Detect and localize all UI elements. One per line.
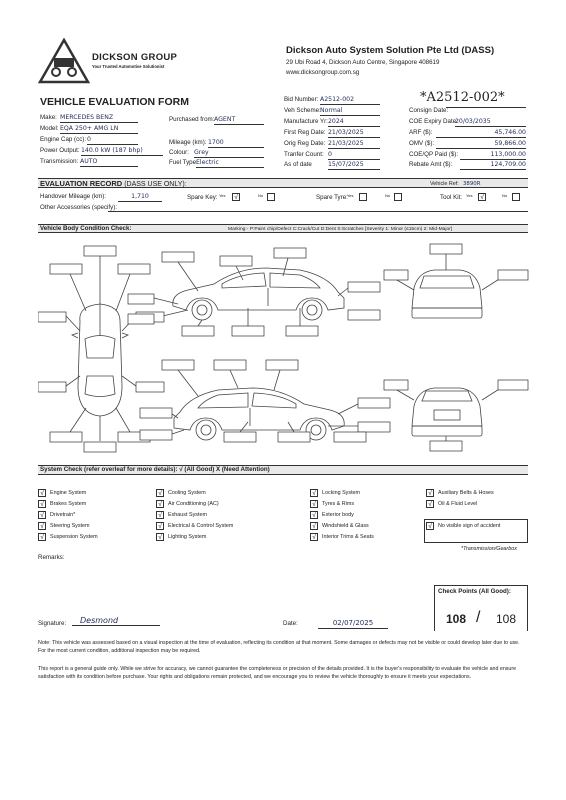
tool-kit-no-checkbox[interactable]	[512, 193, 520, 201]
omv-value: 59,866.00	[436, 140, 526, 149]
system-check-title: System Check (refer overleaf for more details): √ (All Good) X (Need Attention)	[40, 466, 270, 473]
check-exterior-box[interactable]: √	[310, 511, 318, 519]
accessories-line	[108, 211, 528, 212]
engine-value: 0	[87, 136, 138, 145]
coe-expiry-value: 20/03/2035	[455, 118, 526, 127]
check-interior-trims[interactable]	[310, 532, 374, 542]
mileage-label: Mileage (km):	[169, 139, 207, 146]
purchased-value: AGENT	[214, 116, 264, 125]
manufacture-label: Manufacture Yr:	[284, 118, 328, 125]
form-title: VEHICLE EVALUATION FORM	[40, 96, 189, 108]
arf-value: 45,746.00	[436, 129, 526, 138]
bid-stamp: *A2512-002*	[420, 90, 505, 105]
check-drivetrain-label: Drivetrain*	[50, 511, 76, 518]
check-no-accident-label: No visible sign of accident	[438, 522, 501, 529]
make-value: MERCEDES BENZ	[60, 114, 138, 123]
vehicle-ref-value: 3890R	[463, 181, 481, 187]
logo-name: DICKSON GROUP	[92, 52, 178, 63]
check-electrical-system[interactable]	[156, 521, 233, 531]
make-label: Make:	[40, 114, 57, 121]
check-locking-label: Locking System	[322, 489, 361, 496]
check-lighting-system[interactable]	[156, 532, 206, 542]
coeqp-value: 113,000.00	[460, 151, 526, 160]
fuel-value: Electric	[196, 159, 264, 168]
power-value: 140.0 kW (187 bhp)	[81, 147, 163, 156]
check-exhaust-box[interactable]: √	[156, 511, 164, 519]
check-steering-box[interactable]: √	[38, 522, 46, 530]
check-belts-label: Auxiliary Belts & Hoses	[438, 489, 494, 496]
date-label: Date:	[283, 620, 298, 627]
signature-value: Desmond	[72, 616, 160, 626]
remarks-area[interactable]	[38, 556, 418, 606]
check-tyres-label: Tyres & Rims	[322, 500, 355, 507]
first-reg-label: First Reg Date:	[284, 129, 326, 136]
check-electrical-label: Electrical & Control System	[168, 522, 234, 529]
check-brakes-system[interactable]	[38, 499, 86, 509]
check-windshield-glass[interactable]	[310, 521, 369, 531]
spare-tyre-no-label: No	[385, 193, 391, 198]
company-address: 29 Ubi Road 4, Dickson Auto Centre, Singapore 408619	[286, 59, 440, 66]
tool-kit-no-label: No	[502, 193, 508, 198]
car-rear-view	[412, 270, 482, 318]
rebate-value: 124,709.00	[460, 161, 526, 170]
check-locking-system[interactable]	[310, 488, 360, 498]
check-drivetrain[interactable]	[38, 510, 75, 520]
spare-tyre-yes-checkbox[interactable]	[359, 193, 367, 201]
check-windshield-label: Windshield & Glass	[322, 522, 369, 529]
logo-tagline: Your Trusted Automotive Solutionist	[92, 64, 165, 69]
vehicle-body-diagram	[38, 236, 530, 458]
checkpoints-label: Check Points (All Good):	[438, 588, 511, 595]
tool-kit-yes-checkbox[interactable]: √	[478, 193, 486, 201]
check-cooling-label: Cooling System	[168, 489, 206, 496]
tool-kit-label: Tool Kit:	[440, 194, 463, 201]
bid-number-value: A2512-002	[320, 96, 380, 105]
spare-key-no-checkbox[interactable]	[267, 193, 275, 201]
checkpoints-good: 108	[446, 612, 467, 626]
check-windshield-box[interactable]: √	[310, 522, 318, 530]
consign-label: Consign Date:	[409, 107, 449, 114]
asof-value: 15/07/2025	[328, 161, 380, 170]
tool-kit-yes-label: Yes	[466, 193, 473, 198]
dickson-logo-icon	[38, 38, 90, 84]
omv-label: OMV ($):	[409, 140, 435, 147]
assessment-note: Note: This vehicle was assessed based on a visual inspection at the time of evaluation, reflecting its condition at that moment. Some damages or defects may not be visible or could develop later due to use. For the most current condition, additional inspection may be required.	[38, 640, 520, 654]
check-locking-box[interactable]: √	[310, 489, 318, 497]
mileage-value: 1700	[208, 139, 264, 148]
transmission-value: AUTO	[80, 158, 138, 167]
check-exhaust-label: Exhaust System	[168, 511, 207, 518]
check-auxiliary-belts[interactable]	[426, 488, 494, 498]
remarks-label: Remarks:	[38, 554, 65, 561]
check-suspension-label: Suspension System	[50, 533, 98, 540]
consign-value	[446, 107, 526, 108]
fuel-label: Fuel Type:	[169, 159, 198, 166]
check-interior-label: Interior Trims & Seats	[322, 533, 374, 540]
model-label: Model:	[40, 125, 59, 132]
spare-key-no-label: No	[258, 193, 264, 198]
handover-label: Handover Mileage (km):	[40, 193, 107, 200]
check-engine-box[interactable]: √	[38, 489, 46, 497]
transmission-footnote: *Transmission/Gearbox	[461, 546, 517, 552]
scheme-label: Veh Scheme:	[284, 107, 321, 114]
car-front-view	[412, 388, 482, 436]
body-check-title: Vehicle Body Condition Check:	[40, 225, 132, 232]
date-value: 02/07/2025	[318, 619, 388, 629]
evaluation-title: EVALUATION RECORD (DASS USE ONLY):	[40, 179, 187, 188]
bid-number-label: Bid Number:	[284, 96, 319, 103]
car-top-view	[72, 304, 128, 416]
check-engine-system[interactable]	[38, 488, 86, 498]
signature-label: Signature:	[38, 620, 67, 627]
check-cooling-box[interactable]: √	[156, 489, 164, 497]
transfer-label: Tranfer Count:	[284, 151, 324, 158]
check-ac-label: Air Conditioning (AC)	[168, 500, 219, 507]
check-ac-box[interactable]: √	[156, 500, 164, 508]
check-tyres-box[interactable]: √	[310, 500, 318, 508]
check-steering-label: Steering System	[50, 522, 90, 529]
check-belts-box[interactable]: √	[426, 489, 434, 497]
purchased-label: Purchased from:	[169, 116, 215, 123]
spare-tyre-no-checkbox[interactable]	[394, 193, 402, 201]
model-value: EQA 250+ AMG LN	[60, 125, 138, 134]
check-brakes-box[interactable]: √	[38, 500, 46, 508]
check-steering-system[interactable]	[38, 521, 90, 531]
asof-label: As of date	[284, 161, 312, 168]
spare-tyre-label: Spare Tyre:	[316, 194, 348, 201]
orig-reg-value: 21/03/2025	[328, 140, 380, 149]
arf-label: ARF ($):	[409, 129, 433, 136]
check-interior-box[interactable]: √	[310, 533, 318, 541]
spare-tyre-yes-label: Yes	[347, 193, 354, 198]
check-exterior-label: Exterior body	[322, 511, 354, 518]
handover-value: 1,710	[118, 193, 162, 202]
check-suspension-system[interactable]	[38, 532, 98, 542]
spare-key-yes-label: Yes	[219, 193, 226, 198]
company-name: Dickson Auto System Solution Pte Ltd (DASS)	[286, 45, 495, 56]
disclaimer-note: This report is a general guide only. While we strive for accuracy, we cannot guarantee the completeness or precision of the details provided. It is the buyer's responsibility to evaluate the vehicle and ensure satisfaction with its condition before purchase. Your rights and obligations remain protected, and we encourage you to review the vehicle thoroughly to ensure it meets your expectations.	[38, 666, 517, 680]
check-exterior-body[interactable]	[310, 510, 354, 520]
check-lighting-label: Lighting System	[168, 533, 207, 540]
check-brakes-label: Brakes System	[50, 500, 87, 507]
check-exhaust-system[interactable]	[156, 510, 207, 520]
checkpoints-slash: /	[476, 609, 481, 626]
transfer-value: 0	[328, 151, 380, 160]
spare-key-yes-checkbox[interactable]: √	[232, 193, 240, 201]
coe-expiry-label: COE Expiry Date:	[409, 118, 458, 125]
check-cooling-system[interactable]	[156, 488, 206, 498]
company-website: www.dicksongroup.com.sg	[286, 69, 360, 76]
car-side-view-upper	[173, 268, 344, 320]
transmission-label: Transmission:	[40, 158, 79, 165]
accessories-label: Other Accessories (specify):	[40, 204, 118, 211]
checkpoints-total: 108	[496, 612, 517, 626]
check-electrical-box[interactable]: √	[156, 522, 164, 530]
rebate-label: Rebate Amt ($):	[409, 161, 453, 168]
colour-value: Grey	[194, 149, 264, 158]
colour-label: Colour:	[169, 149, 189, 156]
engine-label: Engine Cap (cc):	[40, 136, 87, 143]
check-no-accident[interactable]	[426, 521, 500, 531]
check-oil-fluid[interactable]	[426, 499, 477, 509]
vehicle-ref-label: Vehicle Ref:	[430, 181, 459, 187]
check-oil-label: Oil & Fluid Level	[438, 500, 478, 507]
scheme-value: Normal	[320, 107, 380, 116]
check-suspension-box[interactable]: √	[38, 533, 46, 541]
check-no-accident-box[interactable]: √	[426, 522, 434, 530]
check-oil-box[interactable]: √	[426, 500, 434, 508]
first-reg-value: 21/03/2025	[328, 129, 380, 138]
check-lighting-box[interactable]: √	[156, 533, 164, 541]
body-check-markings: Marking:- P:Paint chip/Defect C:Crack/Cut D:Dent S:Scratches [Severity 1: Minor (≤15cm) 2: Mid-Major]	[228, 227, 453, 232]
check-tyres-rims[interactable]	[310, 499, 354, 509]
spare-key-label: Spare Key:	[187, 194, 218, 201]
power-label: Power Output:	[40, 147, 80, 154]
coeqp-label: COE/QP Paid ($):	[409, 151, 459, 158]
car-side-view-lower	[174, 388, 344, 440]
orig-reg-label: Orig Reg Date:	[284, 140, 326, 147]
check-engine-label: Engine System	[50, 489, 87, 496]
manufacture-value: 2024	[328, 118, 380, 127]
check-drivetrain-box[interactable]: √	[38, 511, 46, 519]
check-air-conditioning[interactable]	[156, 499, 219, 509]
